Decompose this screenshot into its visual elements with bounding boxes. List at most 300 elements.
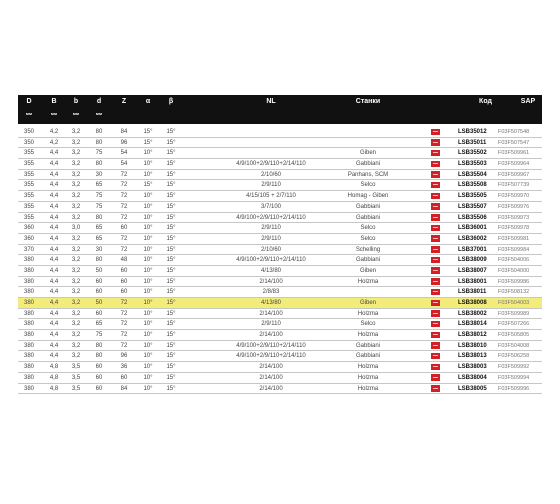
cell-sap: F03F507547 [498, 139, 530, 146]
product-badge-icon [431, 193, 440, 200]
cell-st: Homag - Giben [347, 193, 389, 200]
cell-nl: 2/9/110 [261, 235, 281, 242]
cell-a: 10° [143, 203, 153, 210]
cell-be: 15° [166, 310, 176, 317]
cell-code: LSB35508 [458, 182, 487, 189]
cell-d: 65 [95, 182, 103, 189]
cell-code: LSB38008 [458, 300, 487, 306]
cell-z: 96 [120, 139, 128, 146]
cell-d: 60 [95, 385, 103, 392]
cell-st: Selco [360, 321, 376, 328]
cell-d: 65 [95, 321, 103, 328]
cell-d: 355 [23, 193, 34, 200]
cell-be: 15° [166, 161, 176, 168]
cell-code: LSB35506 [458, 214, 487, 221]
cell-be: 15° [166, 214, 176, 221]
cell-d: 75 [95, 193, 103, 200]
cell-nl: 3/7/100 [260, 203, 282, 210]
cell-a: 10° [143, 332, 153, 339]
cell-code: LSB36001 [458, 225, 487, 232]
cell-be: 15° [166, 257, 176, 264]
cell-b: 4,4 [49, 310, 59, 317]
table-row [18, 309, 542, 320]
cell-code: LSB38009 [458, 257, 487, 264]
product-badge-icon [431, 332, 440, 339]
cell-sap: F03F509973 [498, 214, 530, 221]
cell-d: 355 [23, 182, 34, 189]
cell-b: 4,8 [49, 385, 59, 392]
cell-be: 15° [166, 129, 176, 135]
cell-st: Schelling [355, 246, 381, 253]
cell-sap: F03F504003 [498, 300, 530, 306]
table-row [18, 245, 542, 256]
cell-sap: F03F509989 [498, 310, 530, 317]
cell-be: 15° [166, 139, 176, 146]
cell-nl: 2/14/100 [259, 385, 283, 392]
cell-d: 360 [23, 225, 34, 232]
cell-b: 3,2 [71, 193, 81, 200]
cell-d: 60 [95, 278, 103, 285]
cell-be: 15° [166, 203, 176, 210]
table-row [18, 223, 542, 234]
product-badge-icon [431, 289, 440, 296]
cell-sap: F03F509978 [498, 225, 530, 232]
table-row [18, 191, 542, 202]
col-b-unit: мм [72, 111, 80, 116]
cell-code: LSB35502 [458, 150, 487, 157]
cell-a: 10° [143, 385, 153, 392]
cell-nl: 4/9/100+2/9/110+2/14/110 [236, 214, 306, 221]
cell-a: 10° [143, 235, 153, 242]
cell-d: 380 [23, 364, 34, 371]
cell-b: 4,4 [49, 214, 59, 221]
cell-be: 15° [166, 342, 176, 349]
col-D: D [26, 98, 32, 105]
cell-d: 380 [23, 300, 34, 306]
product-badge-icon [431, 235, 440, 242]
cell-be: 15° [166, 225, 176, 232]
table-row [18, 298, 542, 309]
cell-b: 4,4 [49, 278, 59, 285]
cell-code: LSB35011 [458, 139, 487, 146]
cell-a: 10° [143, 214, 153, 221]
cell-d: 65 [95, 225, 103, 232]
cell-nl: 2/10/60 [260, 246, 282, 253]
cell-a: 10° [143, 150, 153, 157]
cell-be: 15° [166, 246, 176, 253]
table-row [18, 319, 542, 330]
cell-be: 15° [166, 332, 176, 339]
cell-b: 4,4 [49, 203, 59, 210]
cell-st: Gabbiani [355, 353, 381, 360]
cell-be: 15° [166, 321, 176, 328]
table-row [18, 373, 542, 384]
cell-nl: 4/15/105 + 2/7/110 [246, 193, 296, 200]
product-badge-icon [431, 182, 440, 189]
cell-z: 60 [120, 278, 128, 285]
product-badge-icon [431, 161, 440, 168]
cell-nl: 2/14/100 [259, 310, 283, 317]
cell-sap: F03F509964 [498, 161, 530, 168]
cell-st: Selco [360, 182, 376, 189]
cell-d: 355 [23, 161, 34, 168]
cell-d: 65 [95, 235, 103, 242]
cell-st: Gabbiani [355, 161, 381, 168]
table-row [18, 180, 542, 191]
cell-a: 10° [143, 364, 153, 371]
cell-nl: 2/10/60 [260, 171, 282, 178]
cell-nl: 4/9/100+2/9/110+2/14/110 [236, 342, 306, 349]
cell-sap: F03F509984 [498, 246, 530, 253]
saw-blade-table [18, 95, 542, 394]
cell-nl: 2/8/83 [262, 289, 280, 296]
cell-b: 3,5 [71, 364, 81, 371]
cell-sap: F03F509981 [498, 235, 530, 242]
cell-sap: F03F506258 [498, 353, 530, 360]
cell-b: 3,2 [71, 150, 81, 157]
product-badge-icon [431, 129, 440, 136]
cell-a: 10° [143, 257, 153, 264]
table-row [18, 362, 542, 373]
col-d-unit: мм [95, 111, 103, 116]
cell-b: 3,2 [71, 129, 81, 135]
table-row [18, 341, 542, 352]
cell-st: Selco [360, 235, 376, 242]
cell-nl: 2/14/100 [259, 374, 283, 381]
cell-code: LSB38004 [458, 374, 487, 381]
cell-st: Giben [359, 150, 376, 157]
cell-d: 80 [95, 214, 103, 221]
table-row [18, 255, 542, 266]
cell-b: 3,2 [71, 321, 81, 328]
cell-b: 4,4 [49, 257, 59, 264]
cell-b: 3,2 [71, 267, 81, 274]
cell-b: 4,4 [49, 321, 59, 328]
cell-code: LSB35503 [458, 161, 487, 168]
cell-code: LSB38013 [458, 353, 487, 360]
cell-a: 10° [143, 193, 153, 200]
cell-sap: F03F509961 [498, 150, 530, 157]
cell-be: 15° [166, 385, 176, 392]
cell-z: 72 [120, 321, 128, 328]
cell-sap: F03F507266 [498, 321, 530, 328]
cell-st: Holzma [357, 310, 379, 317]
cell-z: 72 [120, 310, 128, 317]
table-row [18, 266, 542, 277]
cell-d: 60 [95, 310, 103, 317]
cell-b: 3,2 [71, 171, 81, 178]
cell-d: 380 [23, 321, 34, 328]
cell-st: Gabbiani [355, 203, 381, 210]
cell-code: LSB35504 [458, 171, 487, 178]
cell-d: 380 [23, 332, 34, 339]
cell-b: 3,5 [71, 385, 81, 392]
cell-st: Giben [359, 267, 376, 274]
cell-b: 4,2 [49, 139, 59, 146]
cell-nl: 4/9/100+2/9/110+2/14/110 [236, 257, 306, 264]
cell-d: 380 [23, 310, 34, 317]
product-badge-icon [431, 300, 440, 307]
cell-a: 10° [143, 321, 153, 328]
cell-b: 3,2 [71, 139, 81, 146]
cell-z: 72 [120, 214, 128, 221]
cell-nl: 2/14/100 [259, 278, 283, 285]
table-row [18, 148, 542, 159]
cell-b: 3,2 [71, 300, 81, 306]
cell-a: 15° [143, 182, 153, 189]
cell-d: 80 [95, 257, 103, 264]
cell-b: 4,4 [49, 332, 59, 339]
cell-d: 380 [23, 289, 34, 296]
cell-a: 10° [143, 161, 153, 168]
product-badge-icon [431, 353, 440, 360]
cell-nl: 4/9/100+2/9/110+2/14/110 [236, 353, 306, 360]
cell-code: LSB38014 [458, 321, 487, 328]
cell-d: 350 [23, 139, 34, 146]
cell-b: 3,2 [71, 278, 81, 285]
cell-sap: F03F507548 [498, 129, 530, 135]
cell-be: 15° [166, 300, 176, 306]
product-badge-icon [431, 225, 440, 232]
cell-be: 15° [166, 364, 176, 371]
cell-d: 50 [95, 300, 103, 306]
cell-b: 3,2 [71, 289, 81, 296]
cell-code: LSB36002 [458, 235, 487, 242]
product-badge-icon [431, 278, 440, 285]
cell-code: LSB35507 [458, 203, 487, 210]
cell-b: 3,2 [71, 161, 81, 168]
cell-d: 380 [23, 385, 34, 392]
cell-a: 15° [143, 129, 153, 135]
table-row [18, 287, 542, 298]
cell-b: 4,2 [49, 129, 59, 135]
cell-a: 10° [143, 246, 153, 253]
table-row [18, 159, 542, 170]
cell-z: 36 [120, 364, 128, 371]
cell-b: 3,0 [71, 225, 81, 232]
cell-b: 3,2 [71, 203, 81, 210]
cell-z: 72 [120, 203, 128, 210]
cell-sap: F03F504006 [498, 257, 530, 264]
cell-b: 4,4 [49, 353, 59, 360]
cell-d: 30 [95, 171, 103, 178]
cell-sap: F03F508132 [498, 289, 530, 296]
cell-d: 80 [95, 342, 103, 349]
cell-nl: 4/9/100+2/9/110+2/14/110 [236, 161, 306, 168]
cell-sap: F03F507739 [498, 182, 530, 189]
cell-z: 48 [120, 257, 128, 264]
cell-b: 4,4 [49, 289, 59, 296]
cell-d: 380 [23, 342, 34, 349]
cell-b: 3,2 [71, 342, 81, 349]
product-badge-icon [431, 267, 440, 274]
cell-d: 80 [95, 161, 103, 168]
cell-st: Gabbiani [355, 342, 381, 349]
cell-d: 355 [23, 203, 34, 210]
cell-sap: F03F505805 [498, 332, 530, 339]
cell-code: LSB38003 [458, 364, 487, 371]
cell-be: 15° [166, 193, 176, 200]
product-badge-icon [431, 214, 440, 221]
cell-b: 4,4 [49, 182, 59, 189]
cell-be: 15° [166, 289, 176, 296]
cell-b: 4,4 [49, 246, 59, 253]
product-badge-icon [431, 321, 440, 328]
cell-d: 380 [23, 267, 34, 274]
table-row [18, 277, 542, 288]
cell-b: 3,2 [71, 235, 81, 242]
cell-code: LSB35505 [458, 193, 487, 200]
cell-code: LSB38011 [458, 289, 487, 296]
cell-d: 380 [23, 374, 34, 381]
cell-nl: 4/13/80 [260, 267, 282, 274]
col-D-unit: мм [25, 111, 33, 116]
col-stanki: Станки [355, 98, 381, 105]
cell-z: 72 [120, 300, 128, 306]
cell-d: 60 [95, 364, 103, 371]
cell-d: 75 [95, 150, 103, 157]
cell-b: 3,2 [71, 182, 81, 189]
cell-sap: F03F504008 [498, 342, 530, 349]
cell-z: 96 [120, 353, 128, 360]
cell-code: LSB37001 [458, 246, 487, 253]
table-row [18, 351, 542, 362]
product-badge-icon [431, 385, 440, 392]
cell-a: 10° [143, 374, 153, 381]
product-badge-icon [431, 150, 440, 157]
cell-a: 10° [143, 289, 153, 296]
cell-b: 3,2 [71, 310, 81, 317]
cell-d: 380 [23, 353, 34, 360]
col-B-unit: мм [50, 111, 58, 116]
cell-sap: F03F509970 [498, 193, 530, 200]
cell-be: 15° [166, 278, 176, 285]
cell-b: 4,4 [49, 150, 59, 157]
cell-b: 4,4 [49, 225, 59, 232]
cell-sap: F03F509976 [498, 203, 530, 210]
cell-a: 10° [143, 300, 153, 306]
cell-b: 3,2 [71, 332, 81, 339]
cell-a: 10° [143, 267, 153, 274]
cell-a: 15° [143, 139, 153, 146]
cell-d: 380 [23, 278, 34, 285]
cell-code: LSB38001 [458, 278, 487, 285]
cell-a: 10° [143, 353, 153, 360]
cell-be: 15° [166, 182, 176, 189]
table-row [18, 330, 542, 341]
cell-code: LSB35012 [458, 129, 487, 135]
cell-a: 10° [143, 342, 153, 349]
col-beta: β [168, 98, 174, 105]
cell-st: Holzma [357, 278, 379, 285]
cell-z: 54 [120, 161, 128, 168]
cell-sap: F03F509992 [498, 364, 530, 371]
cell-nl: 2/14/100 [259, 332, 283, 339]
cell-d: 60 [95, 289, 103, 296]
cell-d: 75 [95, 203, 103, 210]
cell-code: LSB38007 [458, 267, 487, 274]
cell-d: 350 [23, 129, 34, 135]
cell-d: 370 [23, 246, 34, 253]
cell-be: 15° [166, 235, 176, 242]
cell-nl: 2/9/110 [261, 225, 281, 232]
cell-d: 80 [95, 129, 103, 135]
cell-z: 72 [120, 332, 128, 339]
col-code: Код [479, 98, 492, 105]
cell-nl: 2/9/110 [261, 182, 281, 189]
product-badge-icon [431, 374, 440, 381]
cell-a: 10° [143, 278, 153, 285]
cell-b: 4,4 [49, 161, 59, 168]
cell-sap: F03F504000 [498, 267, 530, 274]
cell-code: LSB38005 [458, 385, 487, 392]
cell-st: Holzma [357, 364, 379, 371]
cell-b: 4,8 [49, 364, 59, 371]
cell-st: Giben [359, 300, 376, 306]
cell-st: Selco [360, 225, 376, 232]
table-row [18, 127, 542, 138]
cell-st: Panhans, SCM [347, 171, 389, 178]
cell-d: 75 [95, 332, 103, 339]
cell-z: 72 [120, 342, 128, 349]
product-badge-icon [431, 342, 440, 349]
cell-code: LSB38012 [458, 332, 487, 339]
cell-b: 3,2 [71, 353, 81, 360]
cell-z: 60 [120, 374, 128, 381]
table-row [18, 202, 542, 213]
cell-b: 3,2 [71, 246, 81, 253]
cell-nl: 4/13/80 [260, 300, 282, 306]
cell-z: 60 [120, 225, 128, 232]
cell-z: 72 [120, 193, 128, 200]
cell-b: 4,8 [49, 374, 59, 381]
cell-st: Gabbiani [355, 214, 381, 221]
cell-z: 72 [120, 171, 128, 178]
cell-d: 60 [95, 374, 103, 381]
table-row [18, 213, 542, 224]
cell-sap: F03F509996 [498, 385, 530, 392]
product-badge-icon [431, 310, 440, 317]
col-Z: Z [121, 98, 127, 105]
cell-b: 3,2 [71, 257, 81, 264]
table-row [18, 234, 542, 245]
cell-d: 360 [23, 235, 34, 242]
col-sap: SAP [520, 98, 536, 105]
cell-z: 72 [120, 235, 128, 242]
cell-b: 3,5 [71, 374, 81, 381]
col-b: b [73, 98, 79, 105]
table-row [18, 138, 542, 149]
cell-d: 80 [95, 353, 103, 360]
cell-z: 72 [120, 182, 128, 189]
cell-be: 15° [166, 374, 176, 381]
cell-sap: F03F509994 [498, 374, 530, 381]
cell-be: 15° [166, 267, 176, 274]
cell-nl: 2/9/110 [261, 321, 281, 328]
cell-a: 10° [143, 225, 153, 232]
cell-z: 84 [120, 385, 128, 392]
table-row [18, 170, 542, 181]
cell-st: Gabbiani [355, 257, 381, 264]
product-badge-icon [431, 203, 440, 210]
cell-be: 15° [166, 171, 176, 178]
cell-d: 380 [23, 257, 34, 264]
cell-d: 355 [23, 214, 34, 221]
col-d: d [96, 98, 102, 105]
cell-sap: F03F509986 [498, 278, 530, 285]
cell-st: Holzma [357, 374, 379, 381]
cell-b: 4,4 [49, 235, 59, 242]
